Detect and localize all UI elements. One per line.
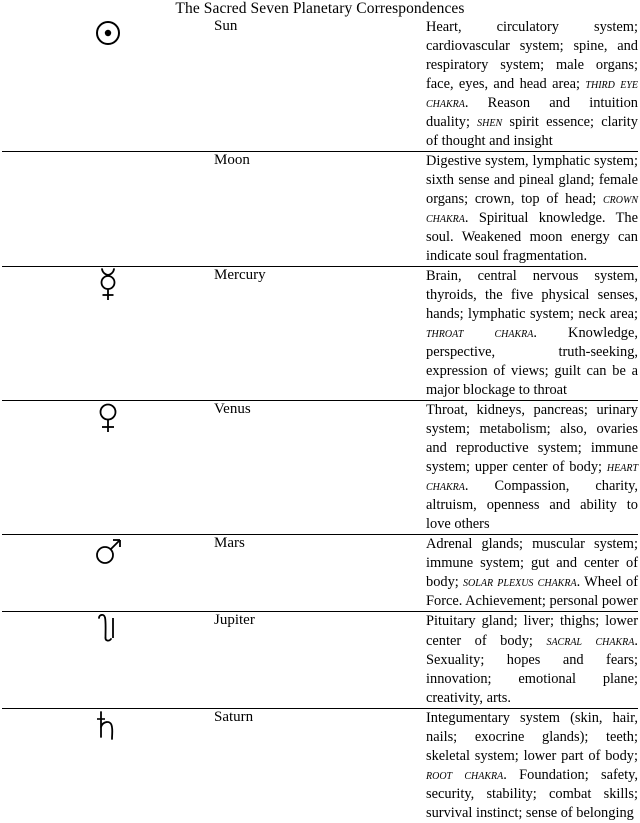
mercury-symbol (2, 267, 214, 401)
mars-symbol (2, 535, 214, 612)
venus-symbol (2, 401, 214, 535)
sun-symbol (2, 18, 214, 152)
table-row (2, 267, 638, 401)
planet-description: Integumentary system (skin, hair, nails; exocrine glands); teeth; skeletal system; lower part of body; root chakra. Foundation; safety, security, stability; combat skills; survival instinct; sense of belonging (426, 709, 638, 821)
planet-name: Saturn (214, 708, 254, 725)
planet-name: Venus (214, 401, 426, 535)
planet-name: Jupiter (214, 612, 426, 708)
planet-name: Moon (214, 152, 426, 267)
table-row (2, 401, 638, 535)
jupiter-symbol (2, 612, 214, 708)
planet-description: Throat, kidneys, pancreas; urinary system; metabolism; also, ovaries and reproductive system; immune system; upper center of body; heart chakra. Compassion, charity, altruism, openness and ability to love others (426, 401, 638, 535)
planet-description: Heart, circulatory system; cardiovascular system; spine, and respiratory system; male organs; face, eyes, and head area; third eye chakra. Reason and intuition duality; shen spirit essence; clarity of thought and insight (426, 18, 638, 152)
table-row (2, 612, 638, 708)
planet-description: Brain, central nervous system, thyroids, the five physical senses, hands; lymphatic system; neck area; throat chakra. Knowledge, perspective, truth-seeking, expression of views; guilt can be a major blockage to throat (426, 267, 638, 401)
planet-name: Mercury (214, 267, 426, 401)
planet-description: Digestive system, lymphatic system; sixth sense and pineal gland; female organs; crown, top of head; crown chakra. Spiritual knowledge. The soul. Weakened moon energy can indicate soul fragmentation. (426, 152, 638, 267)
table-row (2, 152, 638, 267)
planet-description: Pituitary gland; liver; thighs; lower center of body; sacral chakra. Sexuality; hopes and fears; innovation; emotional plane; creativity, arts. (426, 612, 638, 708)
table-title-row (2, 0, 638, 18)
planet-name: Sun (214, 18, 426, 152)
planetary-correspondences-table (2, 0, 638, 823)
moon-symbol (2, 152, 214, 267)
table-row (2, 535, 638, 612)
planet-name: Mars (214, 535, 426, 612)
saturn-symbol (2, 708, 214, 823)
table-row (2, 18, 638, 152)
table-row (2, 708, 638, 823)
page-title: The Sacred Seven Planetary Correspondences (175, 0, 465, 17)
planet-description: Adrenal glands; muscular system; immune system; gut and center of body; solar plexus chakra. Wheel of Force. Achievement; personal power (426, 535, 638, 612)
